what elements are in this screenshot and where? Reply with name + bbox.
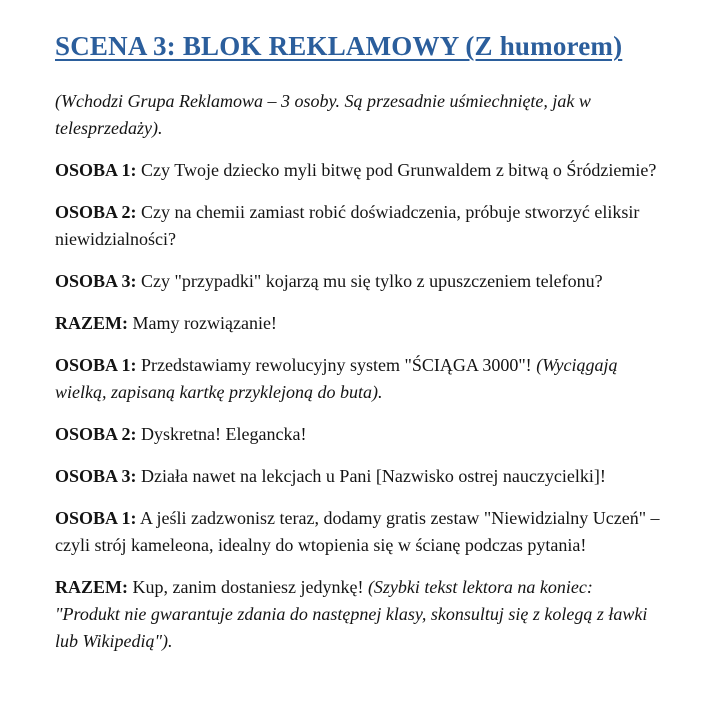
dialogue-paragraph <box>55 199 660 253</box>
dialogue-text: Kup, zanim dostaniesz jedynkę! <box>132 577 364 597</box>
speaker-label: RAZEM: <box>55 313 128 333</box>
speaker-label: OSOBA 3: <box>55 271 137 291</box>
dialogue-text: A jeśli zadzwonisz teraz, dodamy gratis zestaw "Niewidzialny Uczeń" – czyli strój kameleona, idealny do wtopienia się w ścianę podczas pytania! <box>55 508 660 555</box>
dialogue-paragraph <box>55 352 660 406</box>
speaker-label: OSOBA 1: <box>55 160 137 180</box>
dialogue-paragraph <box>55 268 660 295</box>
speaker-label: OSOBA 1: <box>55 355 137 375</box>
dialogue-paragraph <box>55 463 660 490</box>
scene-title: SCENA 3: BLOK REKLAMOWY (Z humorem) <box>55 31 623 61</box>
dialogue-paragraph <box>55 157 660 184</box>
dialogue-text: Mamy rozwiązanie! <box>132 313 277 333</box>
speaker-label: OSOBA 1: <box>55 508 137 528</box>
dialogue-text: Działa nawet na lekcjach u Pani [Nazwisko ostrej nauczycielki]! <box>141 466 606 486</box>
dialogue-text: Czy Twoje dziecko myli bitwę pod Grunwaldem z bitwą o Śródziemie? <box>141 160 657 180</box>
dialogue-text: Przedstawiamy rewolucyjny system "ŚCIĄGA 3000"! <box>141 355 532 375</box>
dialogue-paragraph <box>55 574 660 655</box>
dialogue-text: Czy "przypadki" kojarzą mu się tylko z upuszczeniem telefonu? <box>141 271 603 291</box>
speaker-label: RAZEM: <box>55 577 128 597</box>
speaker-label: OSOBA 3: <box>55 466 137 486</box>
speaker-label: OSOBA 2: <box>55 424 137 444</box>
dialogue-text: Dyskretna! Elegancka! <box>141 424 307 444</box>
stage-aside: (Szybki tekst lektora na koniec: "Produkt nie gwarantuje zdania do następnej klasy, skonsultuj się z kolegą z ławki lub Wikipedią"). <box>55 577 648 651</box>
stage-direction: (Wchodzi Grupa Reklamowa – 3 osoby. Są przesadnie uśmiechnięte, jak w telesprzedaży). <box>55 91 591 138</box>
speaker-label: OSOBA 2: <box>55 202 137 222</box>
dialogue-paragraph <box>55 421 660 448</box>
dialogue-text: Czy na chemii zamiast robić doświadczenia, próbuje stworzyć eliksir niewidzialności? <box>55 202 640 249</box>
dialogue-paragraph <box>55 505 660 559</box>
stage-aside: (Wyciągają wielką, zapisaną kartkę przyklejoną do buta). <box>55 355 618 402</box>
dialogue-paragraph <box>55 310 660 337</box>
